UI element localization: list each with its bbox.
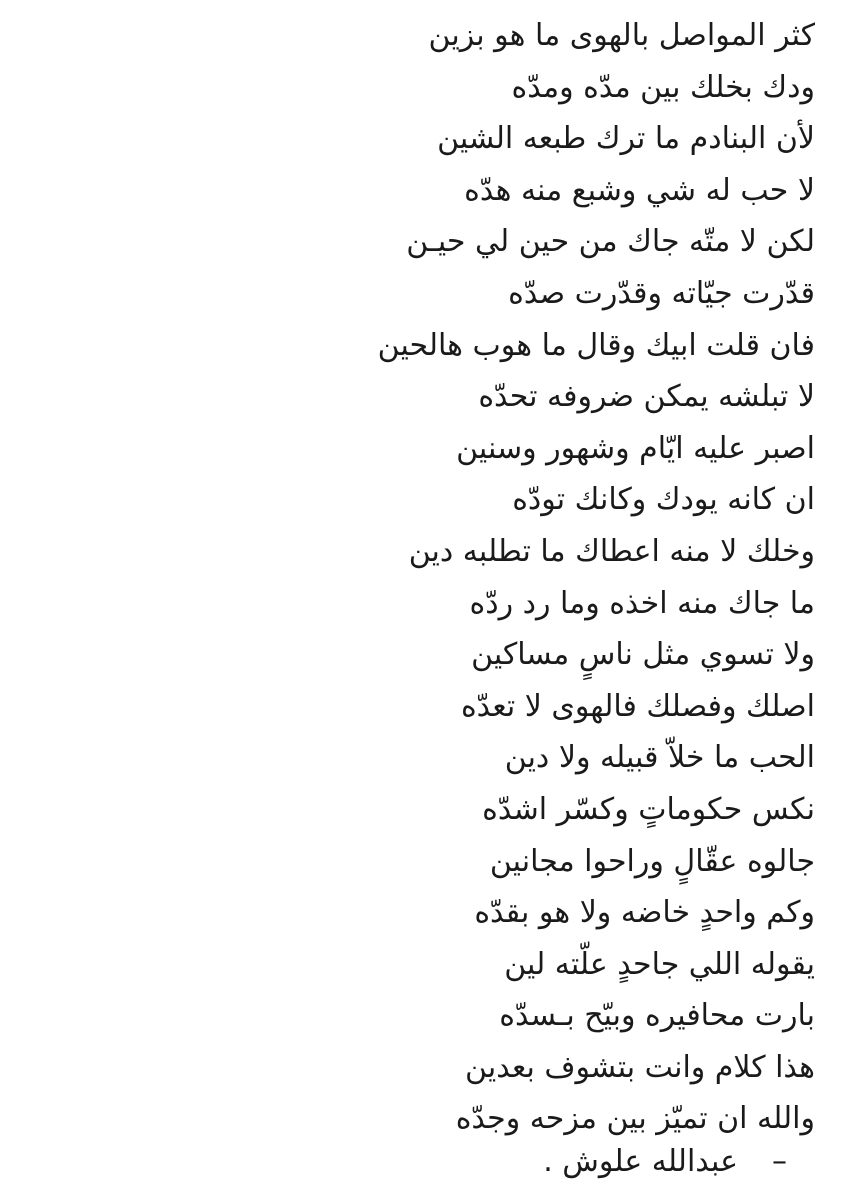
poem-verse: ولا تسوي مثل ناسٍ مساكين — [471, 637, 815, 673]
author-name: عبدالله علوش . — [543, 1144, 738, 1179]
poem-verse: وخلك لا منه اعطاك ما تطلبه دين — [408, 533, 815, 569]
poem-verse: لأن البنادم ما ترك طبعه الشين — [437, 121, 815, 157]
poem-verse: نكس حكوماتٍ وكسّر اشدّه — [482, 791, 815, 827]
poem-verse: لا تبلشه يمكن ضروفه تحدّه — [478, 379, 815, 415]
poem-verse: فان قلت ابيك وقال ما هوب هالحين — [377, 327, 815, 363]
poem-verse: اصبر عليه ايّام وشهور وسنين — [456, 430, 815, 466]
poem-verse: يقوله اللي جاحدٍ علّته لين — [504, 946, 815, 982]
poem-verse: لا حب له شي وشبع منه هدّه — [464, 172, 815, 208]
poem — [20, 10, 815, 1145]
signature — [543, 1140, 787, 1184]
poem-verse: كثر المواصل بالهوى ما هو بزين — [428, 18, 815, 53]
signature-dash: – — [772, 1144, 787, 1179]
poem-verse: بارت محافيره وبيّح بـسدّه — [499, 998, 815, 1034]
poem-verse: ان كانه يودك وكانك تودّه — [512, 482, 815, 518]
poem-verse: اصلك وفصلك فالهوى لا تعدّه — [460, 688, 815, 724]
poem-verse: الحب ما خلاّ قبيله ولا دين — [504, 740, 815, 776]
poem-verse: وكم واحدٍ خاضه ولا هو بقدّه — [474, 895, 815, 931]
poem-verse: والله ان تميّز بين مزحه وجدّه — [455, 1101, 815, 1137]
poem-verse: ودك بخلك بين مدّه ومدّه — [511, 69, 815, 105]
poem-verse: قدّرت جيّاته وقدّرت صدّه — [508, 275, 815, 311]
poem-verse: جالوه عقّالٍ وراحوا مجانين — [489, 843, 815, 879]
poem-verse: ما جاك منه اخذه وما رد ردّه — [469, 585, 815, 621]
poem-verse: هذا كلام وانت بتشوف بعدين — [465, 1049, 815, 1085]
poem-verse: لكن لا متّه جاك من حين لي حيـن — [406, 224, 815, 260]
